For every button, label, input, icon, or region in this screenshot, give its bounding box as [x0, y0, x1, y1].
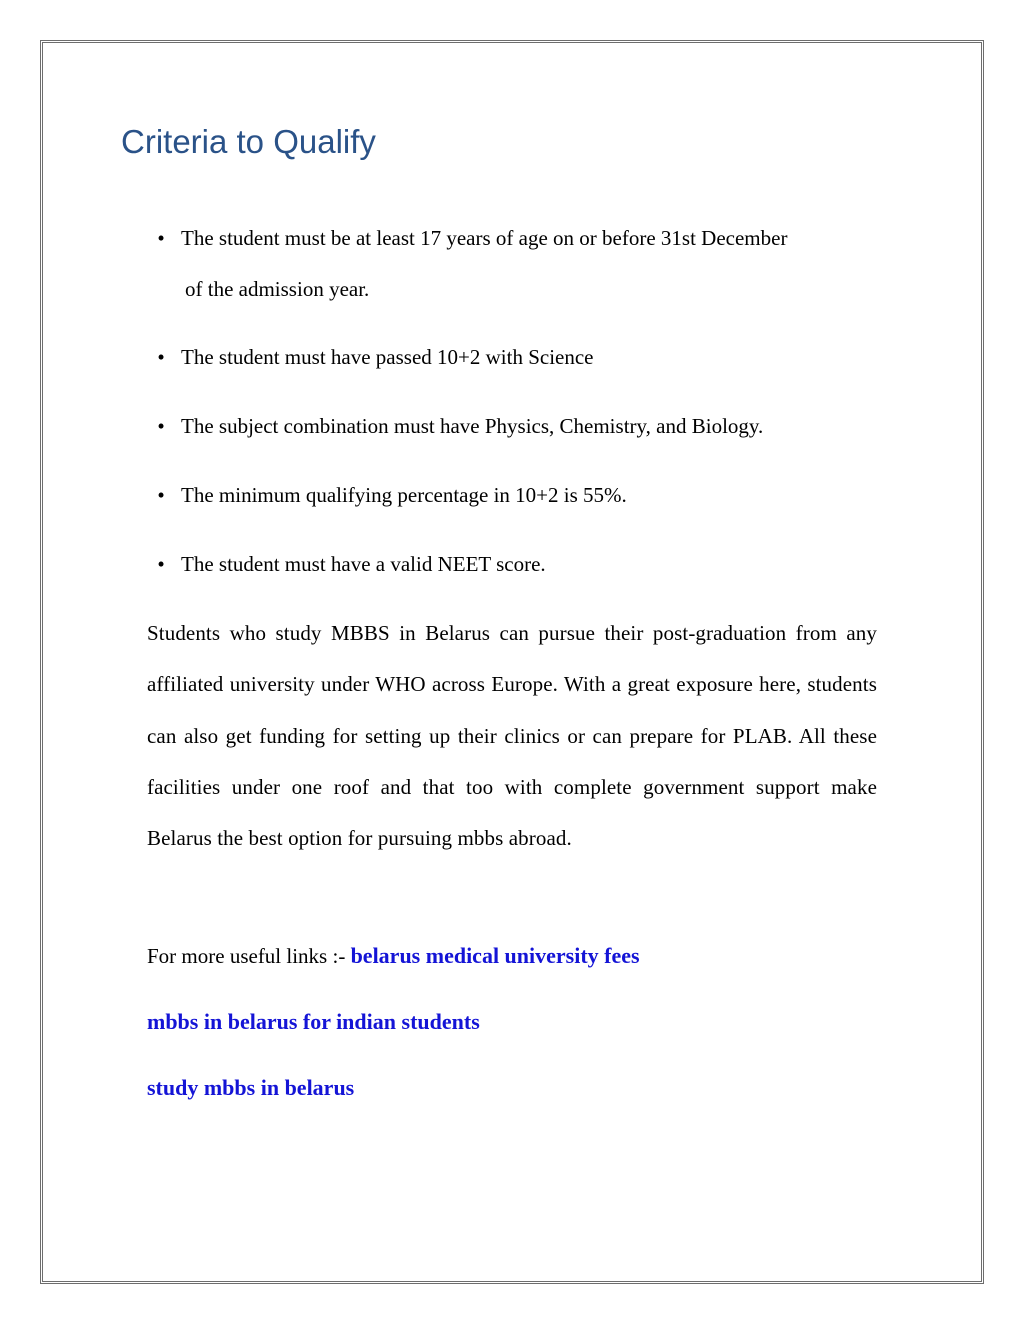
- list-item-text: The minimum qualifying percentage in 10+2 is 55%.: [181, 483, 627, 507]
- list-item-text: The student must have a valid NEET score.: [181, 552, 546, 576]
- list-item-text: The student must have passed 10+2 with Science: [181, 345, 594, 369]
- body-paragraph: Students who study MBBS in Belarus can pursue their post-graduation from any affiliated university under WHO across Europe. With a great exposure here, students can also get funding for setting up their clinics or can prepare for PLAB. All these facilities under one roof and that too with complete government support make Belarus the best option for pursuing mbbs abroad.: [147, 621, 877, 851]
- links-line: [147, 1073, 354, 1103]
- list-item-text: The student must be at least 17 years of age on or before 31st December: [181, 226, 788, 250]
- links-intro: [147, 941, 640, 971]
- links-line: [147, 1007, 480, 1037]
- bullet-icon: •: [157, 345, 165, 369]
- list-item: [157, 401, 881, 452]
- list-item-text-continued: of the admission year.: [185, 277, 370, 301]
- link-mbbs-in-belarus-for-indian-students[interactable]: mbbs in belarus for indian students: [147, 1009, 480, 1034]
- page-title: Criteria to Qualify: [121, 123, 376, 160]
- bullet-icon: •: [157, 552, 165, 576]
- link-study-mbbs-in-belarus[interactable]: study mbbs in belarus: [147, 1075, 355, 1100]
- link-belarus-medical-university-fees[interactable]: belarus medical university fees: [350, 943, 640, 968]
- list-item: [157, 539, 881, 590]
- bullet-icon: •: [157, 414, 165, 438]
- links-prefix: For more useful links :-: [147, 944, 351, 968]
- list-item-text: The subject combination must have Physics, Chemistry, and Biology.: [181, 414, 764, 438]
- list-item: [157, 213, 881, 315]
- list-item: [157, 470, 881, 521]
- list-item: [157, 332, 881, 383]
- bullet-icon: •: [157, 483, 165, 507]
- bullet-icon: •: [157, 226, 165, 250]
